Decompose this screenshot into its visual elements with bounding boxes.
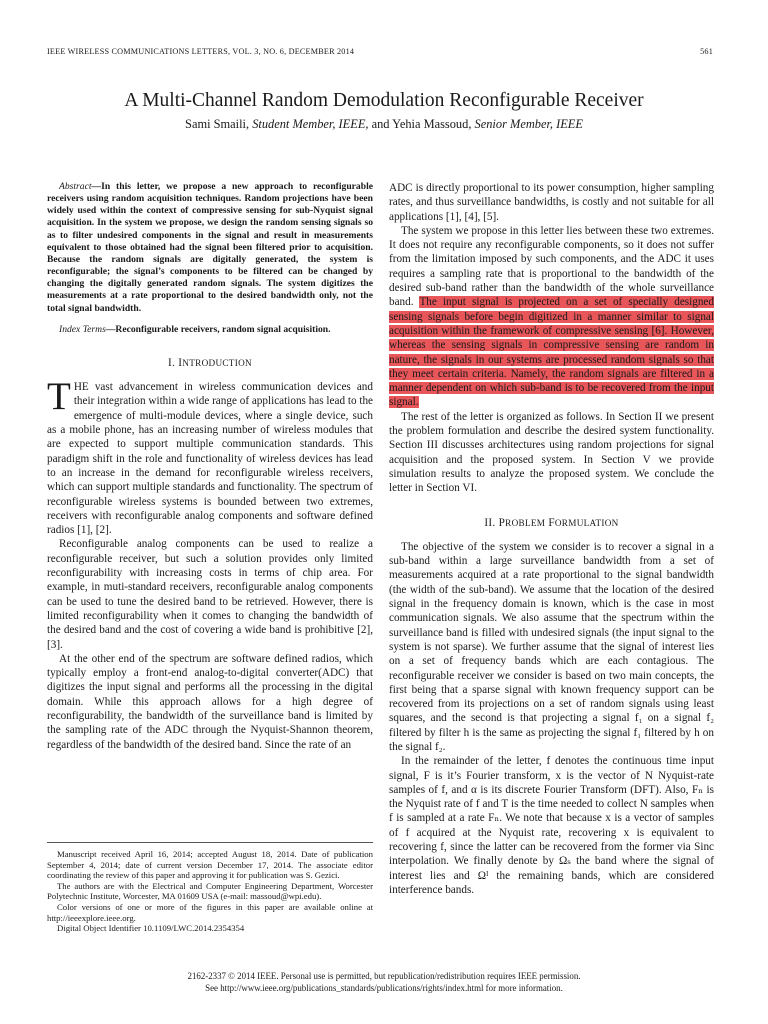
footnote-affiliation: The authors are with the Electrical and Computer Engineering Department, Worcester Polytechnic Institute, Worcester, MA 01609 USA (e-mail: massoud@wpi.edu). xyxy=(47,880,373,902)
intro-paragraph-1: THE vast advancement in wireless communication devices and their integration within a wide range of applications has lead to the emergence of multi-module devices, where a single device, such as a mobile phone, has an increasing number of wireless modules that are expected to support multiple communication standards. This paradigm shift in the role and functionality of wireless devices has lead to an increase in the demand for reconfigurable wireless receivers, which can support multiple standards and functionality. The spectrum of reconfigurable wireless systems is bounded between two extremes, receivers with reconfigurable analog components and software defined radios [1], [2]. xyxy=(47,375,374,537)
journal-name: IEEE WIRELESS COMMUNICATIONS LETTERS, VOL. 3, NO. 6, DECEMBER 2014 xyxy=(47,47,355,56)
paper-title: A Multi-Channel Random Demodulation Reconfigurable Receiver xyxy=(124,90,644,111)
index-terms-text: —Reconfigurable receivers, random signal acquisition. xyxy=(105,323,331,335)
intro-paragraph-2: Reconfigurable analog components can be used to realize a reconfigurable receiver, but such a solution provides only limited reconfigurability with increasing costs in terms of chip area. For example, in muti-standard receivers, reconfigurable analog components can be used to tune the desired band to be retrieved. However, there is limited reconfigurability when it comes to changing the bandwidth of the desired band and the cost of covering a wide band is prohibitive [2], [3]. xyxy=(47,538,373,651)
section-heading-problem-formulation: II. PROBLEM FORMULATION xyxy=(484,516,619,529)
index-terms-lead: Index Terms xyxy=(59,323,106,335)
author-line xyxy=(0,117,768,132)
page-number: 561 xyxy=(700,47,713,56)
intro-paragraph-3: At the other end of the spectrum are software defined radios, which typically employ a front-end analog-to-digital converter(ADC) that digitizes the input signal and performs all the processing in the digital domain. While this approach allows for a high degree of reconfigurability, the bandwidth of the surveillance band is limited by the sampling rate of the ADC through the Nyquist-Shannon theorem, regardless of the bandwidth of the desired band. Since the rate of an xyxy=(47,652,373,751)
footnote-manuscript: Manuscript received April 16, 2014; accepted August 18, 2014. Date of publication September 4, 2014; date of current version December 17, 2014. The associate editor coordinating the review of this paper and approving it for publication was S. Gezici. xyxy=(47,849,373,881)
author-1-role: Student Member, IEEE, xyxy=(252,117,369,131)
author-1: Sami Smaili, xyxy=(185,117,250,131)
abstract-text: —In this letter, we propose a new approach to reconfigurable receivers using random acquisition techniques. Random projections have been widely used within the context of compressive sensing for sub-Nyquist signal acquisition. In the system we propose, we design the random sensing signals so as to filter undesired components in the signal and result in measurements equivalent to those obtained had the signal been filtered prior to acquisition. Because the random signals are digitally generated, the system is reconfigurable; the signal’s components to be filtered can be changed by changing the digitally generated random signals. The system digitizes the measurements at a rate proportional to the desired bandwidth only, not the total signal bandwidth. xyxy=(47,181,373,314)
intro-paragraph-4: ADC is directly proportional to its power consumption, higher sampling rates, and thus surveillance bandwidths, is costly and not suitable for all applications [1], [4], [5]. xyxy=(389,182,714,223)
drop-cap: T xyxy=(47,375,71,419)
footnote-doi: Digital Object Identifier 10.1109/LWC.2014.2354354 xyxy=(57,923,245,934)
copyright-line: 2162-2337 © 2014 IEEE. Personal use is permitted, but republication/redistribution requires IEEE permission. xyxy=(187,971,581,981)
section-heading-introduction: I. INTRODUCTION xyxy=(168,356,252,369)
footnotes xyxy=(47,842,373,934)
abstract xyxy=(47,181,373,315)
author-2: and Yehia Massoud, xyxy=(371,117,472,131)
intro-paragraph-6: The rest of the letter is organized as follows. In Section II we present the problem formulation and describe the desired system functionality. Section III discusses architectures using random projections for signal acquisition and the proposed system. In Section V we provide simulation results to analyze the proposed system. We conclude the letter in Section VI. xyxy=(389,410,714,495)
copyright-footer xyxy=(0,970,768,994)
index-terms xyxy=(47,324,373,336)
author-2-role: Senior Member, IEEE xyxy=(474,117,583,131)
right-column xyxy=(389,181,714,897)
problem-paragraph-1: The objective of the system we consider is to recover a signal in a sub-band within a large surveillance bandwidth from a set of measurements acquired at a rate proportional to the signal bandwidth (the width of the sub-band). We assume that the location of the desired signal in the frequency domain is known, which is the case in most communication signals. We also assume that the spectrum within the surveillance band is filled with undesired signals (the input signal to the system is not sparse). We further assume that the signal of interest lies on a set of frequency bands which are each contagious. The reconfigurable receiver we consider is based on two main concepts, the first being that a sparse signal with known frequency support can be recovered from its projections on a set of random signals using least squares, and the second is that projecting a signal f₁ on a signal f₂ filtered by filter h is the same as projecting the signal f₁ filtered by h on the signal f₂. xyxy=(389,540,714,753)
permissions-line: See http://www.ieee.org/publications_standards/publications/rights/index.html for more information. xyxy=(205,983,563,993)
footnote-color: Color versions of one or more of the figures in this paper are available online at http://ieeexplore.ieee.org. xyxy=(47,901,373,923)
highlighted-text: The input signal is projected on a set of specially designed sensing signals before begin digitized in a manner similar to signal acquisition within the framework of compressive sensing [6]. However, whereas the sensing signals in compressive sensing are random in nature, the signals in our systems are processed random signals so that they meet certain criteria. Namely, the random signals are filtered in a manner dependent on which sub-band is to be recovered from the input signal. xyxy=(389,296,714,409)
abstract-lead: Abstract xyxy=(59,181,92,192)
running-header xyxy=(47,47,713,56)
intro-paragraph-5: The system we propose in this letter lies between these two extremes. It does not require any reconfigurable components, so it does not suffer from the limitation imposed by such components, and the ADC it uses requires a sampling rate that is proportional to the bandwidth of the desired sub-band rather than the bandwidth of the whole surveillance band. The input signal is projected on a set of specially designed sensing signals before begin digitized in a manner similar to signal acquisition within the framework of compressive sensing [6]. However, whereas the sensing signals in compressive sensing are random in nature, the signals in our systems are processed random signals so that they meet certain criteria. Namely, the random signals are filtered in a manner dependent on which sub-band is to be recovered from the input signal. xyxy=(389,224,714,409)
problem-paragraph-2: In the remainder of the letter, f denotes the continuous time input signal, F is it’s Fourier transform, x is the vector of N Nyquist-rate samples of f, and α is its discrete Fourier Transform (DFT). Also, Fₙ is the Nyquist rate of f and T is the time needed to collect N samples when f is sampled at a rate Fₙ. We note that because x is a vector of samples of f acquired at the Nyquist rate, recovering x is equivalent to recovering f, since the latter can be recovered from the former via Sinc interpolation. We finally denote by Ωₛ the band where the signal of interest lies and Ωᴵ the remaining bands, which are considered interference bands. xyxy=(389,755,714,896)
left-column xyxy=(47,181,373,752)
